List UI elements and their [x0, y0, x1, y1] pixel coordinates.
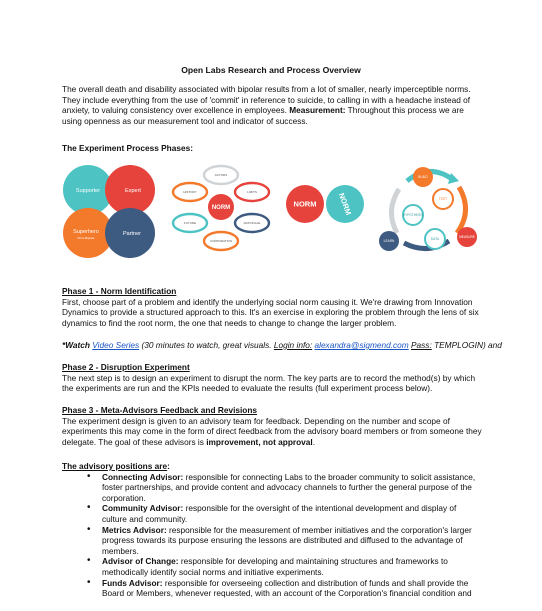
petal-limits: LIMITS	[247, 190, 257, 194]
watch-line	[62, 340, 532, 351]
intro-text: The overall death and disability associated with bipolar results from a lot of smaller, nearly imperceptible norms. They include everything from the use of 'commit' in reference to suicide, to calling in with a headache instead of anxiety, to valuing consistency over excellence in employees.	[62, 84, 471, 116]
document-title: Open Labs Research and Process Overview	[181, 65, 361, 75]
petal-rationale: RATIONALE	[243, 221, 261, 225]
cycle-data: DATA	[430, 237, 440, 241]
phase2-heading: Phase 2 - Disruption Experiment	[62, 362, 190, 372]
advisory-list	[62, 472, 482, 599]
advisory-desc: responsible for developing and maintaining structures and frameworks to methodically identify social norms and initiative experiments.	[102, 556, 448, 577]
intro-paragraph	[62, 84, 482, 126]
advisory-heading-colon: :	[167, 461, 170, 471]
phase1-text: First, choose part of a problem and identify the underlying social norm causing it. We're drawing from Innovation Dynamics to provide a structured approach to this. It's an exercise in exploring the problem through the lens of six dynamics to find the root norm, the one that needs to change to change the larger problem.	[62, 296, 479, 328]
advisory-desc: responsible for connecting Labs to the broader community to solicit assistance, foster partnerships, and provide content and advocacy channels to further the general purpose of the corporation.	[102, 471, 476, 503]
advisory-section	[62, 461, 482, 599]
quad-superhero: Superhero	[73, 229, 99, 235]
norm-label-red: NORM	[293, 199, 317, 209]
phase3-text: The experiment design is given to an advisory team for feedback. Depending on the number and scope of experiments this may come in the form of direct feedback from the advisory board members or from someone they delegate. The goal of these advisors is	[62, 415, 482, 447]
advisory-heading: The advisory positions are	[62, 461, 168, 471]
norm-flower-diagram	[170, 163, 272, 259]
petal-history: HISTORY	[183, 190, 197, 194]
advisory-name: Community Advisor:	[102, 503, 184, 514]
norm-pair-diagram	[285, 181, 365, 227]
advisory-name: Connecting Advisor:	[102, 471, 184, 482]
quad-expert: Expert	[125, 188, 141, 194]
watch-text: (30 minutes to watch, great visuals.	[141, 340, 272, 350]
norm-label-teal: NORM	[336, 191, 354, 217]
flower-center-label: NORM	[211, 205, 231, 211]
phase3-bold: improvement, not approval	[206, 436, 313, 447]
watch-label: *Watch	[62, 340, 90, 350]
cycle-build: BUILD	[418, 175, 428, 179]
pass-label: Pass:	[411, 340, 432, 350]
phase3-period: .	[312, 436, 316, 447]
intro-text-2: Throughout this process we are using openness as our measurement tool and indicator of success.	[62, 105, 464, 126]
phase1-heading: Phase 1 - Norm Identification	[62, 286, 177, 296]
login-email-link[interactable]: alexandra@sigmend.com	[314, 340, 409, 350]
video-series-link[interactable]: Video Series	[92, 340, 140, 350]
pass-value: TEMPLOGIN) and	[434, 340, 502, 350]
advisory-name: Advisor of Change:	[102, 556, 179, 567]
experiment-cycle-diagram	[377, 159, 481, 263]
quad-partner: Partner	[122, 231, 142, 237]
advisory-item	[102, 503, 482, 524]
login-label: Login info:	[273, 340, 313, 350]
measurement-label: Measurement:	[289, 105, 346, 116]
advisory-desc: responsible for the oversight of the intentional development and display of culture and community.	[102, 503, 457, 524]
advisory-item	[102, 578, 482, 599]
petal-corporation: CORPORATION	[209, 239, 233, 243]
phase3-section	[62, 405, 482, 447]
petal-actors: ACTORS	[214, 173, 228, 177]
advisory-name: Funds Advisor:	[102, 577, 163, 588]
advisory-item	[102, 472, 482, 504]
phases-heading: The Experiment Process Phases:	[62, 143, 193, 153]
cycle-test: TEST	[438, 197, 448, 201]
quad-subtitle: Khris Bipolar	[77, 236, 95, 240]
cycle-hypothesis: HYPOTHESIS	[402, 213, 424, 217]
phase3-heading: Phase 3 - Meta-Advisors Feedback and Revisions	[62, 405, 258, 415]
advisory-desc: responsible for the measurement of member initiatives and the corporation's larger progress towards its purpose ensuring the lessons are distributed and diffused to the advantage of members.	[102, 524, 472, 556]
advisory-item	[102, 525, 482, 557]
phase1-section	[62, 286, 482, 328]
petal-future: FUTURE	[183, 221, 197, 225]
quad-supporter: Supporter	[75, 188, 101, 194]
roles-quadrant-diagram	[60, 163, 160, 259]
cycle-learn: LEARN	[383, 239, 395, 243]
advisory-name: Metrics Advisor:	[102, 524, 167, 535]
advisory-desc: responsible for overseeing collection and distribution of funds and shall provide the Board or Members, whenever requested, with an account of the Corporation's financial condition and	[102, 577, 472, 599]
cycle-measure: MEASURE	[459, 235, 475, 239]
phase2-section	[62, 362, 482, 394]
phase2-text: The next step is to design an experiment to disrupt the norm. The key parts are to record the method(s) by which the experiments are run and the KPIs needed to evaluate the results (full experiment process below).	[62, 372, 476, 394]
advisory-item	[102, 556, 482, 577]
